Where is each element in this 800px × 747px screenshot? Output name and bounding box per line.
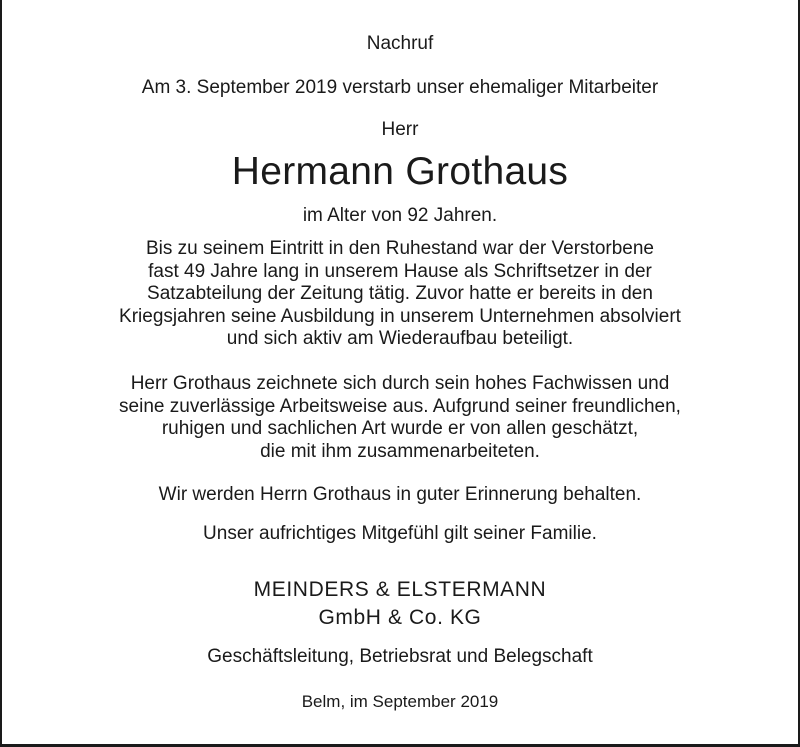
- paragraph-line: Herr Grothaus zeichnete sich durch sein hohes Fachwissen und: [130, 373, 670, 394]
- tribute-paragraph: [0, 373, 800, 463]
- paragraph-line: fast 49 Jahre lang in unserem Hause als Schriftsetzer in der: [148, 260, 652, 282]
- career-paragraph: [0, 238, 800, 351]
- paragraph-line: die mit ihm zusammenarbeiteten.: [260, 440, 540, 462]
- paragraph-line: und sich aktiv am Wiederaufbau beteiligt.: [226, 328, 574, 350]
- paragraph-line: Satzabteilung der Zeitung tätig. Zuvor hatte er bereits in den: [147, 283, 653, 305]
- paragraph-line: ruhigen und sachlichen Art wurde er von allen geschätzt,: [161, 418, 639, 440]
- salutation: Herr: [381, 119, 419, 140]
- remembrance-line: Wir werden Herrn Grothaus in guter Erinnerung behalten.: [158, 484, 642, 505]
- condolence-line: Unser aufrichtiges Mitgefühl gilt seiner Familie.: [203, 523, 597, 544]
- notice-heading: Nachruf: [366, 33, 434, 54]
- intro-line: Am 3. September 2019 verstarb unser ehemaliger Mitarbeiter: [141, 77, 659, 98]
- age-line: im Alter von 92 Jahren.: [302, 205, 498, 226]
- company-name: MEINDERS & ELSTERMANN: [253, 578, 547, 601]
- signers-line: Geschäftsleitung, Betriebsrat und Belegschaft: [207, 646, 593, 667]
- deceased-name: Hermann Grothaus: [231, 150, 569, 193]
- company-legal-form: GmbH & Co. KG: [318, 606, 482, 629]
- paragraph-line: Kriegsjahren seine Ausbildung in unserem Unternehmen absolviert: [119, 305, 681, 327]
- place-date-line: Belm, im September 2019: [301, 692, 499, 711]
- paragraph-line: seine zuverlässige Arbeitsweise aus. Aufgrund seiner freundlichen,: [119, 395, 681, 417]
- paragraph-line: Bis zu seinem Eintritt in den Ruhestand war der Verstorbene: [146, 238, 654, 259]
